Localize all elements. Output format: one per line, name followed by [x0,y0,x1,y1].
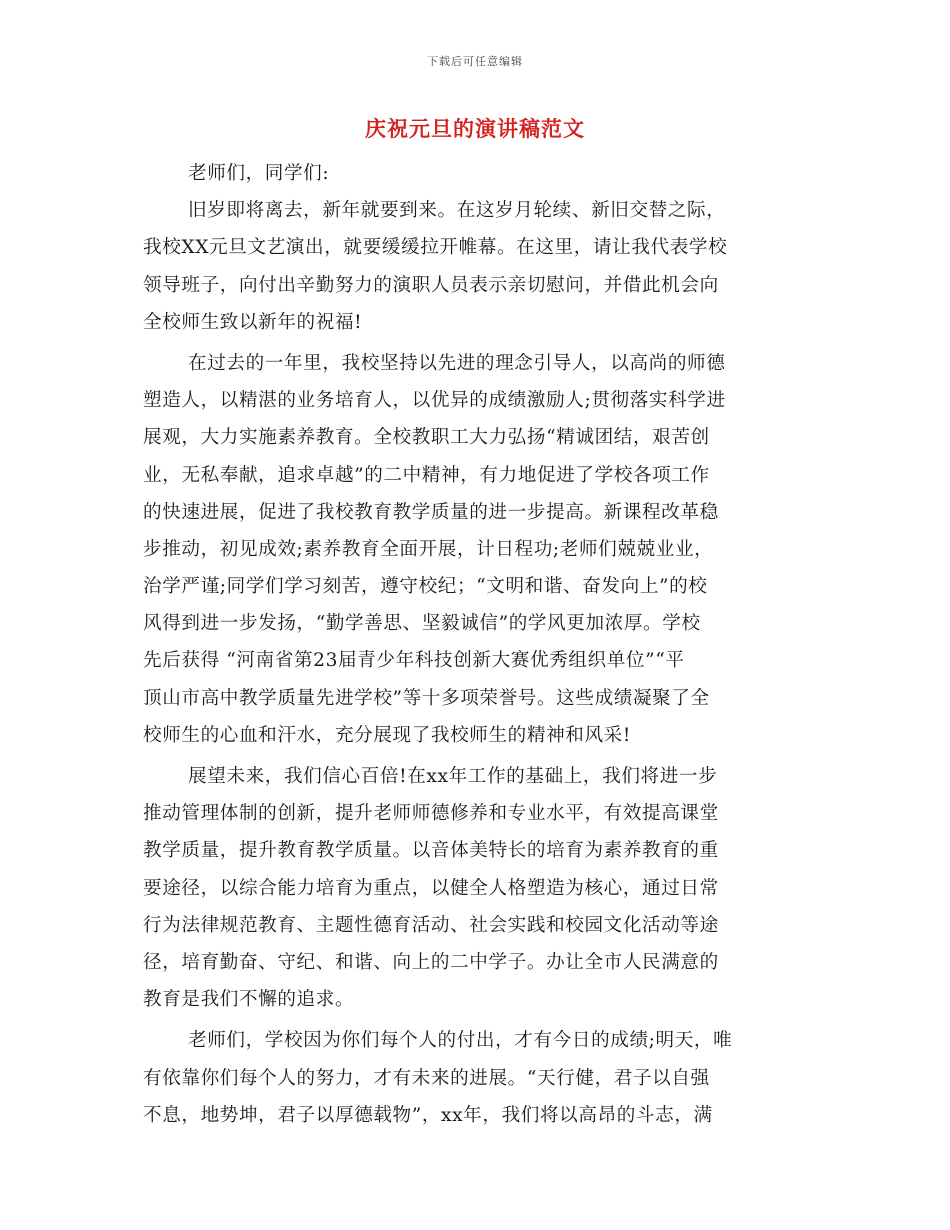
paragraph-line: 校师生的心血和汗水，充分展现了我校师生的精神和风采! [143,724,631,746]
paragraph-line: 风得到进一步发扬，“勤学善思、坚毅诚信”的学风更加浓厚。学校 [143,613,701,635]
header-note: 下载后可任意编辑 [427,55,523,68]
paragraph-line: 教育是我们不懈的追求。 [143,989,355,1011]
paragraph-line: 全校师生致以新年的祝福! [143,311,363,333]
paragraph-2 [143,345,803,754]
paragraph-4 [143,1022,803,1134]
paragraph-line: 径，培育勤奋、守纪、和谐、向上的二中学子。办让全市人民满意的 [143,951,719,973]
paragraph-line: 展观，大力实施素养教育。全校教职工大力弘扬“精诚团结，艰苦创 [143,427,710,449]
paragraph-line: 业，无私奉献，追求卓越”的二中精神，有力地促进了学校各项工作 [143,464,710,486]
document-body [143,155,803,1134]
paragraph-line: 步推动，初见成效;素养教育全面开展，计日程功;老师们兢兢业业， [143,538,714,560]
paragraph-line: 教学质量，提升教育教学质量。以音体美特长的培育为素养教育的重 [143,840,719,862]
paragraph-3 [143,758,803,1018]
paragraph-line: 治学严谨;同学们学习刻苦，遵守校纪；“文明和谐、奋发向上”的校 [143,576,708,598]
paragraph-line: 不息，地势坤，君子以厚德载物”，xx年，我们将以高昂的斗志，满 [143,1104,713,1126]
paragraph-line: 我校XX元旦文艺演出，就要缓缓拉开帷幕。在这里，请让我代表学校 [143,237,728,259]
paragraph-line: 领导班子，向付出辛勤努力的演职人员表示亲切慰问，并借此机会向 [143,274,719,296]
paragraph-line: 有依靠你们每个人的努力，才有未来的进展。“天行健，君子以自强 [143,1067,710,1089]
paragraph-line: 行为法律规范教育、主题性德育活动、社会实践和校园文化活动等途 [143,914,719,936]
paragraph-1 [143,192,803,341]
paragraph-line: 展望未来，我们信心百倍!在xx年工作的基础上，我们将进一步 [188,766,718,787]
greeting: 老师们，同学们: [188,163,330,184]
paragraph-line: 旧岁即将离去，新年就要到来。在这岁月轮续、新旧交替之际， [188,200,726,222]
paragraph-line: 老师们，学校因为你们每个人的付出，才有今日的成绩;明天，唯 [188,1030,733,1052]
document-title: 庆祝元旦的演讲稿范文 [365,116,585,141]
paragraph-line: 的快速进展，促进了我校教育教学质量的进一步提高。新课程改革稳 [143,501,719,523]
paragraph-line: 塑造人，以精湛的业务培育人，以优异的成绩激励人;贯彻落实科学进 [143,390,726,412]
paragraph-line: 推动管理体制的创新，提升老师师德修养和专业水平，有效提高课堂 [143,803,719,825]
paragraph-line: 在过去的一年里，我校坚持以先进的理念引导人，以高尚的师德 [188,352,726,374]
paragraph-line: 先后获得 “河南省第23届青少年科技创新大赛优秀组织单位”“平 [143,650,685,672]
paragraph-line: 顶山市高中教学质量先进学校”等十多项荣誉号。这些成绩凝聚了全 [143,687,710,709]
paragraph-line: 要途径，以综合能力培育为重点，以健全人格塑造为核心，通过日常 [143,877,719,899]
